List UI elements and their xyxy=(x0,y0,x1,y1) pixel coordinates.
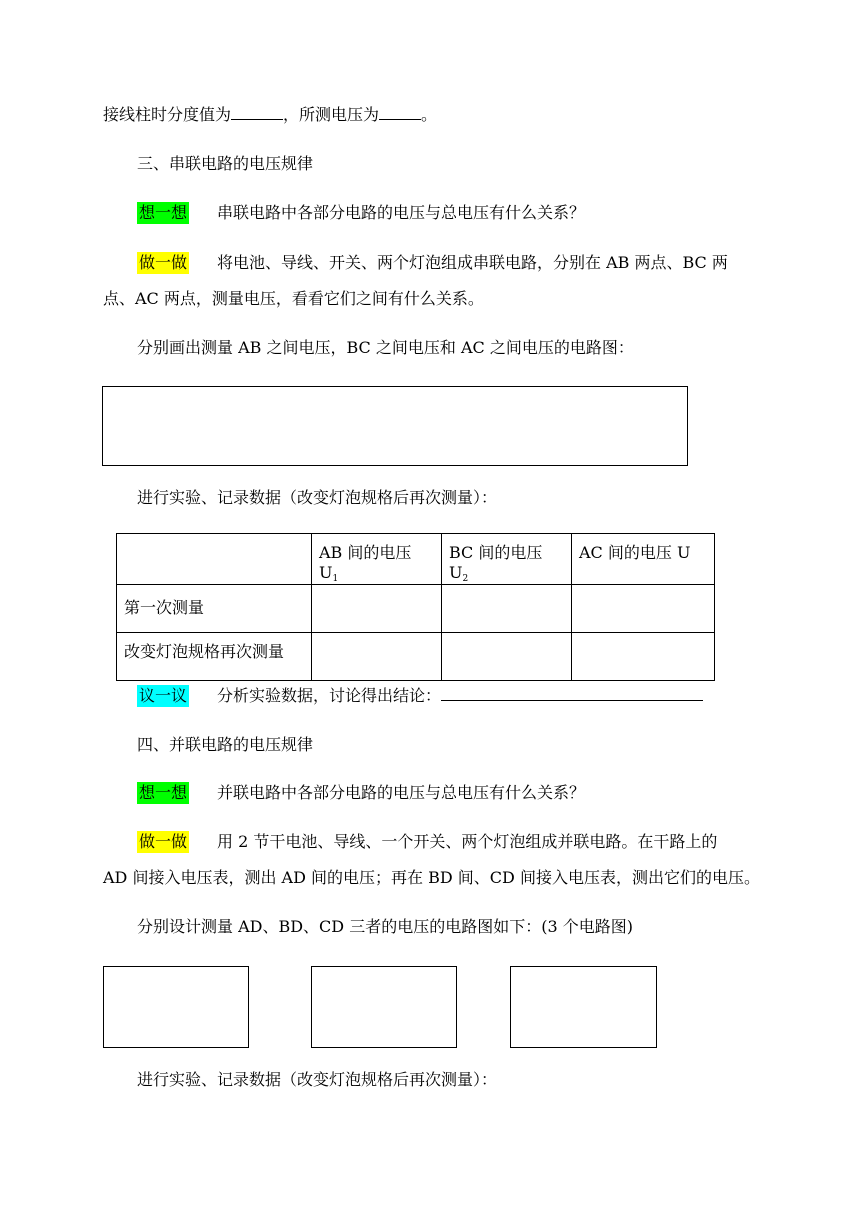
table-header-row xyxy=(117,534,715,585)
top-text-start: 接线柱时分度值为 xyxy=(103,105,232,124)
section3-heading: 三、串联电路的电压规律 xyxy=(137,154,314,173)
answer-blank-division[interactable] xyxy=(231,103,283,120)
do1-row-2: 点、AC 两点，测量电压，看看它们之间有什么关系。 xyxy=(103,289,484,308)
answer-blank-voltage[interactable] xyxy=(379,103,421,120)
think1-row xyxy=(137,202,585,224)
circuit-drawing-box[interactable] xyxy=(102,386,688,466)
do2-text-1: 用 2 节干电池、导线、一个开关、两个灯泡组成并联电路。在干路上的 xyxy=(217,832,718,851)
table-cell-input[interactable] xyxy=(572,585,715,633)
top-text-mid: ，所测电压为 xyxy=(283,105,380,124)
conclusion-blank[interactable] xyxy=(441,684,703,701)
table-corner-cell xyxy=(117,534,312,585)
think-tag: 想一想 xyxy=(139,783,188,802)
think2-text: 并联电路中各部分电路的电压与总电压有什么关系？ xyxy=(217,783,586,802)
circuit-box-cd[interactable] xyxy=(510,966,657,1048)
section4-heading: 四、并联电路的电压规律 xyxy=(137,735,314,754)
table-header-bc: BC 间的电压 $U_2$ xyxy=(442,534,572,585)
discuss-tag: 议一议 xyxy=(139,686,188,705)
do-tag: 做一做 xyxy=(139,832,188,851)
table-header-ab: AB 间的电压 $U_1$ xyxy=(312,534,442,585)
table-cell-input[interactable] xyxy=(312,585,442,633)
record2-text: 进行实验、记录数据（改变灯泡规格后再次测量）： xyxy=(137,1070,498,1089)
think2-row xyxy=(137,782,585,804)
table-row-label: 第一次测量 xyxy=(117,585,312,633)
table-header-ac: AC 间的电压 U xyxy=(572,534,715,585)
do-tag: 做一做 xyxy=(139,253,188,272)
design-text: 分别设计测量 AD、BD、CD 三者的电压的电路图如下：(3 个电路图) xyxy=(137,917,633,936)
top-line xyxy=(103,103,437,126)
do2-row-2: AD 间接入电压表，测出 AD 间的电压；再在 BD 间、CD 间接入电压表，测出它们的电压。 xyxy=(103,868,760,887)
table-cell-input[interactable] xyxy=(312,633,442,681)
table-row-label: 改变灯泡规格再次测量 xyxy=(117,633,312,681)
circuit-box-bd[interactable] xyxy=(311,966,457,1048)
circuit-box-ad[interactable] xyxy=(103,966,249,1048)
do1-text-1: 将电池、导线、开关、两个灯泡组成串联电路，分别在 AB 两点、BC 两 xyxy=(217,253,728,272)
discuss-text: 分析实验数据，讨论得出结论： xyxy=(217,686,442,705)
table-cell-input[interactable] xyxy=(442,633,572,681)
table-row xyxy=(117,633,715,681)
table-row xyxy=(117,585,715,633)
discuss-row xyxy=(137,684,703,707)
think-tag: 想一想 xyxy=(139,203,188,222)
table-cell-input[interactable] xyxy=(442,585,572,633)
do1-row xyxy=(137,252,728,274)
series-data-table xyxy=(116,533,715,681)
do2-row xyxy=(137,831,717,853)
record1-text: 进行实验、记录数据（改变灯泡规格后再次测量）： xyxy=(137,488,498,507)
think1-text: 串联电路中各部分电路的电压与总电压有什么关系？ xyxy=(217,203,586,222)
table-cell-input[interactable] xyxy=(572,633,715,681)
top-text-end: 。 xyxy=(421,105,438,124)
draw1-text: 分别画出测量 AB 之间电压，BC 之间电压和 AC 之间电压的电路图： xyxy=(137,338,634,357)
